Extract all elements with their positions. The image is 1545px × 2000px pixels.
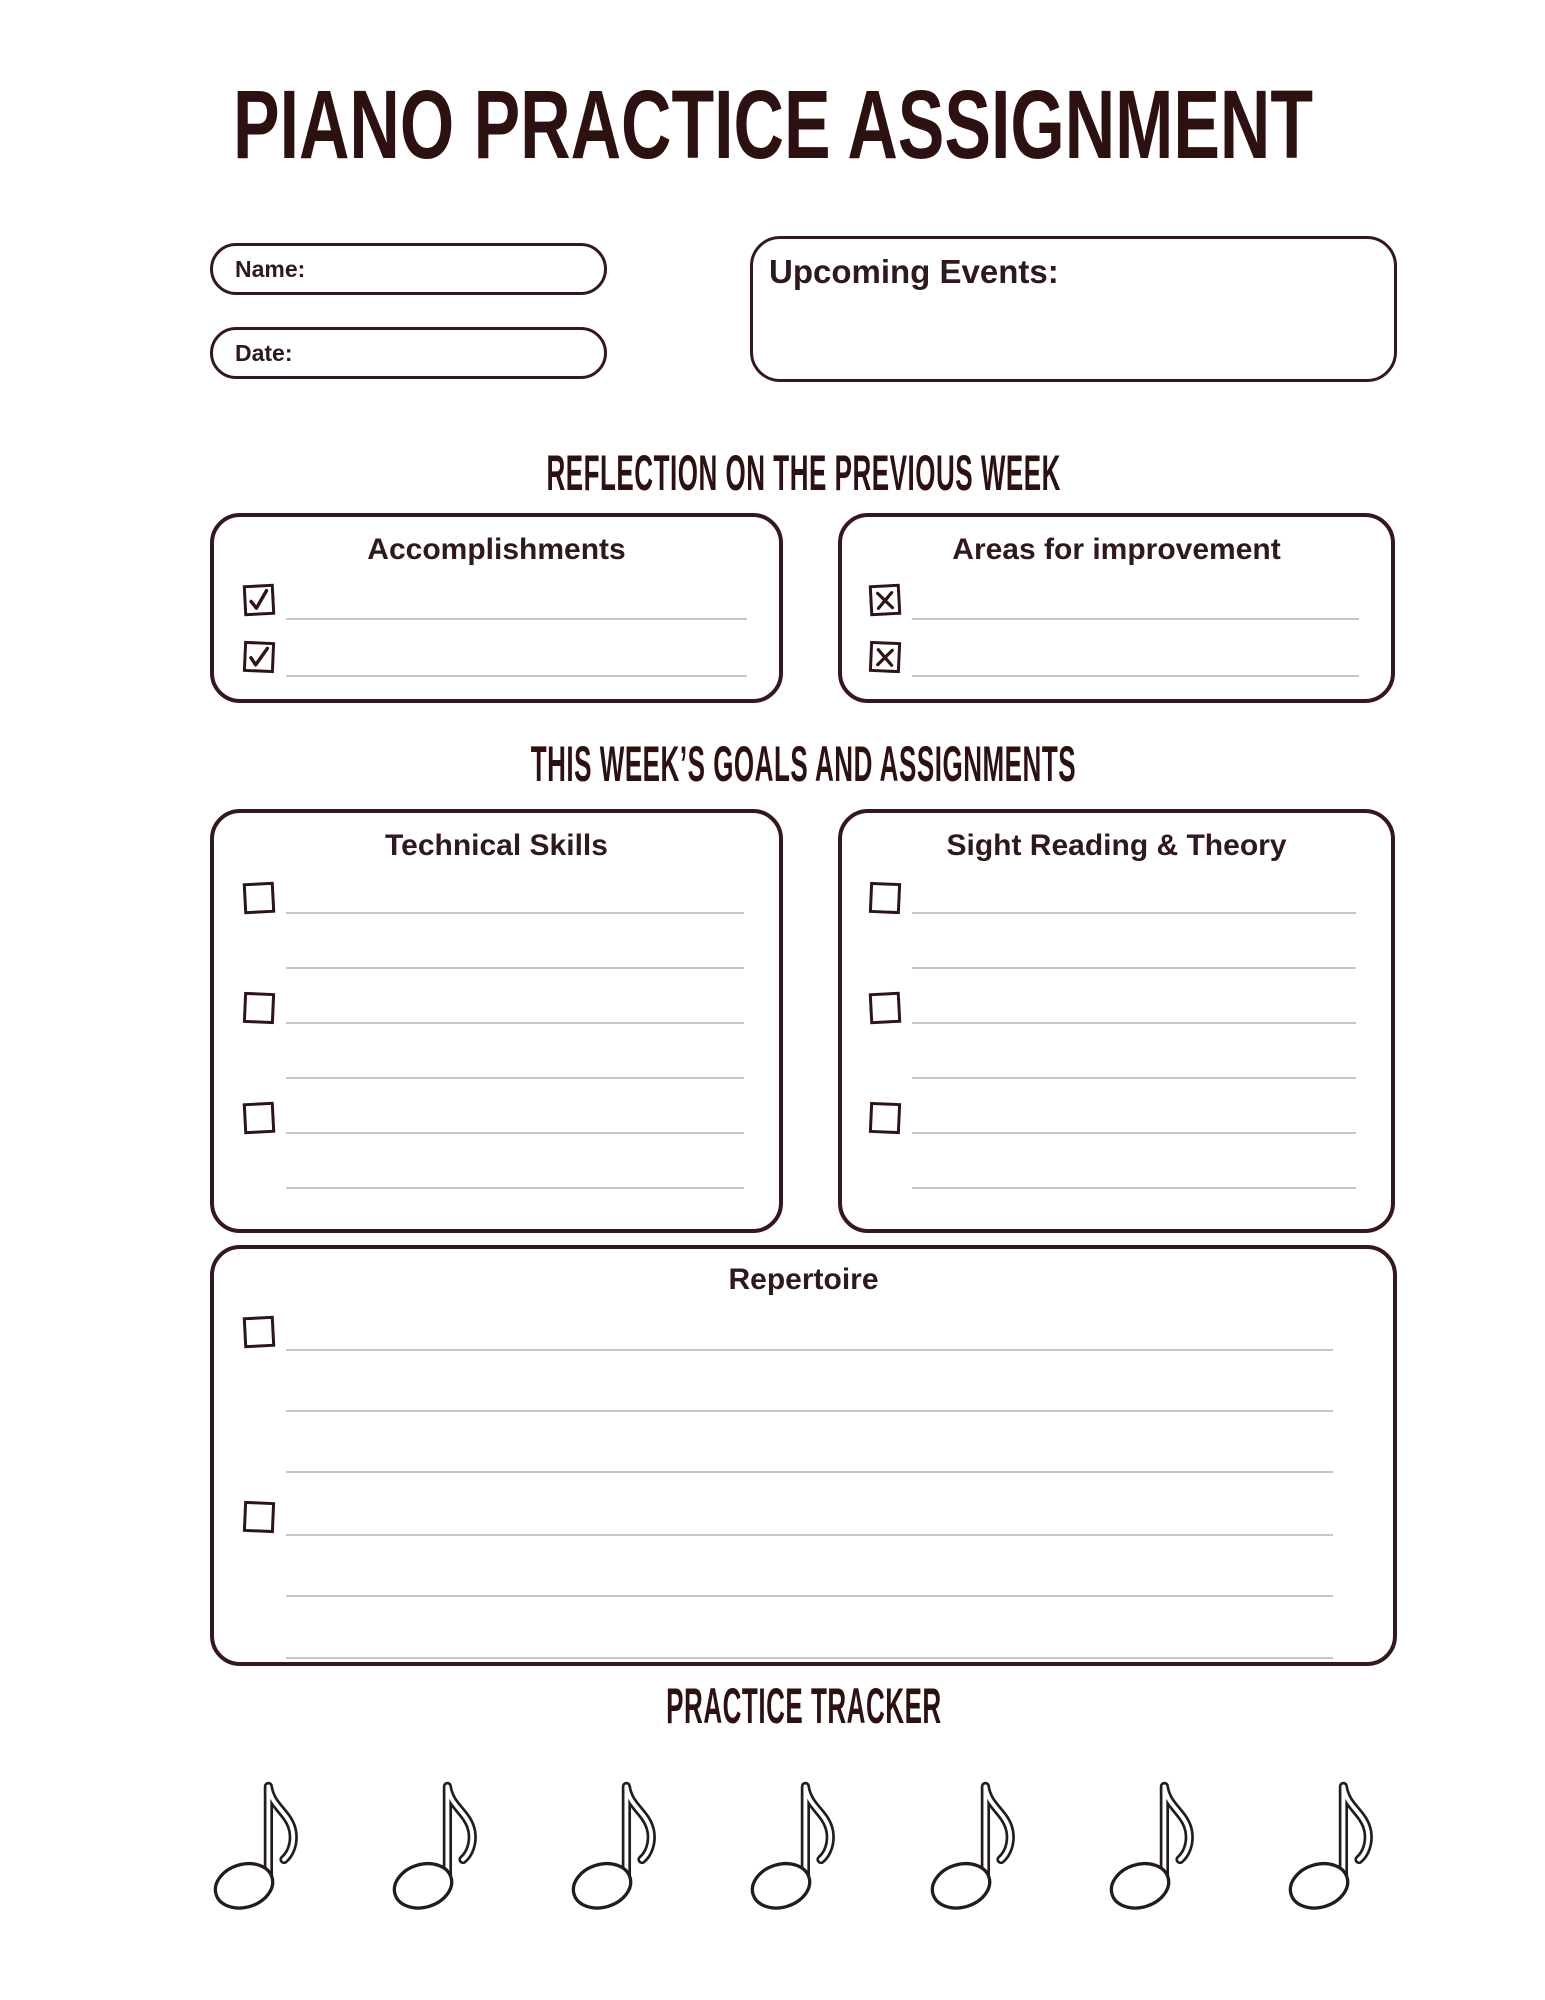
eighth-note-icon[interactable] (924, 1760, 1039, 1922)
eighth-note-icon[interactable] (1103, 1760, 1218, 1922)
checkbox-checked-icon[interactable] (241, 582, 277, 618)
write-in-line[interactable] (286, 1534, 1333, 1536)
write-in-line[interactable] (286, 1349, 1333, 1351)
write-in-line[interactable] (912, 1077, 1356, 1079)
accomplishments-title: Accomplishments (367, 533, 626, 566)
section-heading-practice-tracker: PRACTICE TRACKER (665, 1678, 942, 1734)
name-label: Name: (235, 255, 306, 282)
write-in-line[interactable] (286, 912, 744, 914)
write-in-line[interactable] (286, 1077, 744, 1079)
checkbox-empty-icon[interactable] (241, 990, 276, 1025)
checkbox-empty-icon[interactable] (867, 990, 903, 1026)
page-title: PIANO PRACTICE ASSIGNMENT (232, 70, 1313, 179)
write-in-line[interactable] (912, 912, 1356, 914)
date-field[interactable] (210, 327, 607, 379)
upcoming-events-label: Upcoming Events: (769, 253, 1059, 290)
technical-skills-title: Technical Skills (385, 829, 608, 862)
sight-reading-theory-title: Sight Reading & Theory (946, 829, 1287, 862)
write-in-line[interactable] (286, 1410, 1333, 1412)
write-in-line[interactable] (286, 1187, 744, 1189)
checkbox-empty-icon[interactable] (241, 1100, 277, 1136)
checkbox-empty-icon[interactable] (241, 1499, 276, 1534)
technical-skills-box (210, 809, 783, 1233)
write-in-line[interactable] (286, 1657, 1333, 1659)
name-field[interactable] (210, 243, 607, 295)
write-in-line[interactable] (912, 1022, 1356, 1024)
eighth-note-icon[interactable] (1282, 1760, 1397, 1922)
write-in-line[interactable] (912, 1187, 1356, 1189)
upcoming-events-field[interactable] (750, 236, 1397, 382)
write-in-line[interactable] (912, 1132, 1356, 1134)
write-in-line[interactable] (286, 618, 747, 620)
practice-tracker-notes (207, 1760, 1397, 1926)
repertoire-box (210, 1245, 1397, 1666)
areas-for-improvement-title: Areas for improvement (952, 533, 1281, 566)
checkbox-x-icon[interactable] (867, 582, 903, 618)
write-in-line[interactable] (912, 967, 1356, 969)
write-in-line[interactable] (286, 1022, 744, 1024)
write-in-line[interactable] (912, 618, 1359, 620)
eighth-note-icon[interactable] (386, 1760, 501, 1922)
section-heading-reflection: REFLECTION ON THE PREVIOUS WEEK (546, 445, 1061, 501)
sight-reading-theory-box (838, 809, 1395, 1233)
write-in-line[interactable] (286, 675, 747, 677)
date-label: Date: (235, 339, 293, 366)
checkbox-empty-icon[interactable] (241, 880, 277, 916)
checkbox-empty-icon[interactable] (241, 1314, 277, 1350)
areas-for-improvement-box (838, 513, 1395, 703)
eighth-note-icon[interactable] (207, 1760, 322, 1922)
eighth-note-icon[interactable] (744, 1760, 859, 1922)
accomplishments-box (210, 513, 783, 703)
write-in-line[interactable] (286, 1471, 1333, 1473)
checkbox-empty-icon[interactable] (867, 1100, 902, 1135)
eighth-note-icon[interactable] (565, 1760, 680, 1922)
write-in-line[interactable] (286, 1595, 1333, 1597)
repertoire-title: Repertoire (728, 1263, 879, 1296)
checkbox-empty-icon[interactable] (867, 880, 902, 915)
write-in-line[interactable] (286, 967, 744, 969)
section-heading-goals: THIS WEEK’S GOALS AND ASSIGNMENTS (530, 736, 1077, 792)
write-in-line[interactable] (286, 1132, 744, 1134)
checkbox-x-icon[interactable] (867, 639, 902, 674)
write-in-line[interactable] (912, 675, 1359, 677)
checkbox-checked-icon[interactable] (241, 639, 276, 674)
